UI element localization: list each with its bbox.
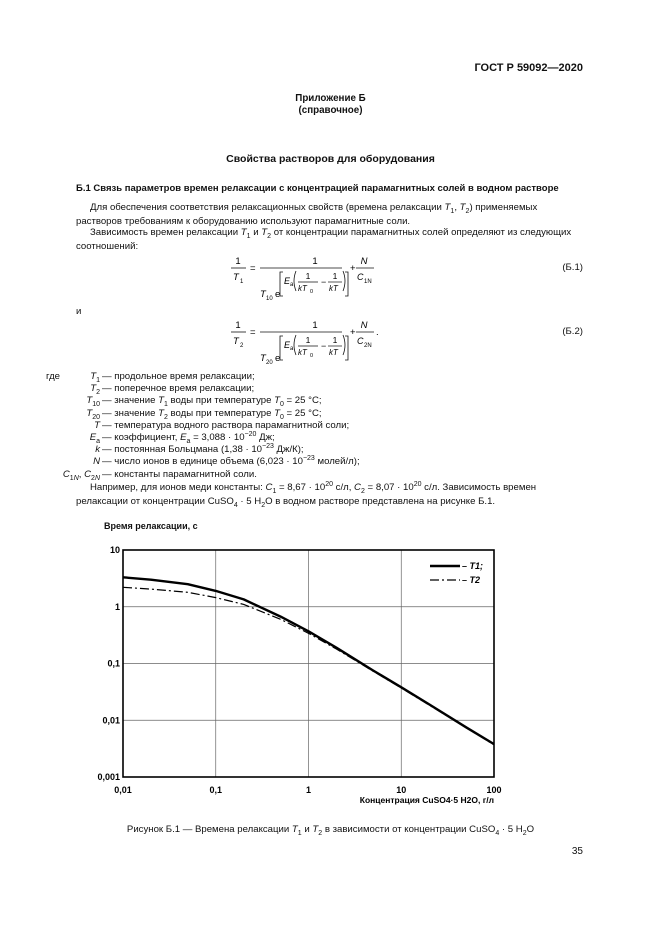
svg-text:T: T <box>260 353 266 364</box>
svg-text:a: a <box>290 282 294 288</box>
svg-text:+: + <box>350 263 356 274</box>
svg-text:1: 1 <box>332 271 338 281</box>
definition-t: T — температура водного раствора парамагнитной соли; <box>94 419 350 431</box>
where-word: где <box>46 371 61 382</box>
svg-text:1: 1 <box>240 279 244 285</box>
y-tick-label: 0,01 <box>102 715 120 726</box>
svg-text:1: 1 <box>235 256 241 267</box>
svg-text:−: − <box>321 341 327 351</box>
chart-xlabel: Концентрация CuSO4·5 H2O, г/л <box>359 795 494 805</box>
svg-text:C: C <box>357 272 364 282</box>
page-number: 35 <box>571 846 583 857</box>
subsection-number: Б.1 <box>76 183 91 194</box>
svg-text:e: e <box>275 289 281 300</box>
legend-t2-label: – T2 <box>462 575 481 585</box>
svg-text:=: = <box>250 327 256 338</box>
definition-k: k — постоянная Больцмана ($1,38 \cdot 10^{-23}$ Дж/К); <box>95 442 304 456</box>
svg-text:e: e <box>275 353 281 364</box>
chart-legend <box>430 561 483 585</box>
x-tick-label: 0,01 <box>114 785 132 795</box>
svg-text:=: = <box>250 263 256 274</box>
y-tick-label: 0,001 <box>97 772 120 782</box>
svg-text:a: a <box>290 346 294 352</box>
definition-n: N — число ионов в единице объема ($6,023 \cdot 10^{-23}$ молей/л); <box>93 455 360 468</box>
svg-text:E: E <box>284 340 291 350</box>
formula-b2-number: (Б.2) <box>562 326 583 337</box>
section-title: Свойства растворов для оборудования <box>226 153 435 165</box>
svg-text:10: 10 <box>266 296 273 302</box>
x-tick-label: 1 <box>305 785 312 795</box>
legend-t1-label: – T1; <box>462 561 484 571</box>
y-tick-label: 10 <box>109 545 120 555</box>
paragraph-2: Зависимость времен релаксации $T_1$ и $T_2$ от концентрации парамагнитных солей определяют из следующих соотношений: <box>76 227 572 252</box>
svg-text:kT: kT <box>298 284 307 293</box>
svg-text:1N: 1N <box>364 279 372 285</box>
svg-text:+: + <box>350 327 356 338</box>
y-tick-label: 1 <box>114 601 120 612</box>
appendix-title: Приложение Б <box>295 93 366 104</box>
y-tick-label: 0,1 <box>107 658 120 669</box>
conjunction-and: и <box>76 306 82 317</box>
svg-text:T: T <box>233 336 239 347</box>
subsection-title: Связь параметров времен релаксации с концентрацией парамагнитных солей в водном растворе <box>93 183 559 194</box>
svg-text:1: 1 <box>235 320 241 331</box>
definition-c: $C_{1N}$, $C_{2N}$ — константы парамагнитной соли. <box>62 468 257 482</box>
formula-b2 <box>220 314 400 366</box>
definitions-list <box>62 371 576 482</box>
definition-t10: $T_{10}$ — значение $T_1$ воды при температуре $T_0 = 25$ °С; <box>86 395 322 409</box>
document-code: ГОСТ Р 59092—2020 <box>474 62 583 74</box>
svg-text:T: T <box>233 272 239 283</box>
svg-text:N: N <box>360 320 368 331</box>
svg-text:2: 2 <box>240 343 244 349</box>
definition-t2: $T_2$ — поперечное время релаксации; <box>90 383 255 397</box>
svg-text:kT: kT <box>329 348 338 357</box>
svg-text:T: T <box>260 289 266 300</box>
x-tick-label: 10 <box>396 785 407 795</box>
svg-text:1: 1 <box>312 256 318 267</box>
svg-text:1: 1 <box>332 335 338 345</box>
definition-t1: $T_1$ — продольное время релаксации; <box>90 371 255 384</box>
svg-text:0: 0 <box>310 353 314 359</box>
paragraph-1: Для обеспечения соответствия релаксационных свойств (времена релаксации $T_1$, $T_2$) применяемых растворов требованиям к оборудованию используют парамагнитные соли. <box>76 202 538 227</box>
svg-text:1: 1 <box>312 320 318 331</box>
appendix-subtitle: (справочное) <box>298 105 363 116</box>
svg-text:2N: 2N <box>364 343 372 349</box>
svg-text:N: N <box>360 256 368 267</box>
svg-text:kT: kT <box>298 348 307 357</box>
svg-text:E: E <box>284 276 291 286</box>
chart-ylabel: Время релаксации, с <box>104 521 198 531</box>
svg-text:20: 20 <box>266 360 273 366</box>
svg-text:0: 0 <box>310 289 314 295</box>
svg-text:kT: kT <box>329 284 338 293</box>
svg-text:−: − <box>321 277 327 287</box>
svg-text:.: . <box>376 327 379 338</box>
figure-caption: Рисунок Б.1 — Времена релаксации $T_1$ и $T_2$ в зависимости от концентрации CuSO$_4$ · 5 $H_2O$ <box>126 824 535 837</box>
svg-text:C: C <box>357 336 364 346</box>
formula-b1 <box>220 250 400 302</box>
relaxation-chart <box>90 535 510 810</box>
x-tick-label: 100 <box>486 785 502 795</box>
definition-ea: $E_a$ — коэффициент, $E_a = 3,088 \cdot 10^{-20}$ Дж; <box>89 430 275 445</box>
svg-text:1: 1 <box>305 271 311 281</box>
paragraph-3: Например, для ионов меди константы: $C_1 = 8,67 \cdot 10^{20}$ с/л, $C_2 = 8,07 \cdot 10^{20}$ с/л. Зависимость времен релаксации от концентрации CuSO$_4$ · 5 $H_2O$ в водном растворе представлена на рисунке Б.1. <box>76 480 537 509</box>
subsection-heading <box>76 183 596 194</box>
definition-t20: $T_{20}$ — значение $T_2$ воды при температуре $T_0 = 25$ °С; <box>86 407 322 421</box>
x-tick-label: 0,1 <box>209 785 223 795</box>
svg-text:1: 1 <box>305 335 311 345</box>
formula-b1-number: (Б.1) <box>562 262 583 273</box>
